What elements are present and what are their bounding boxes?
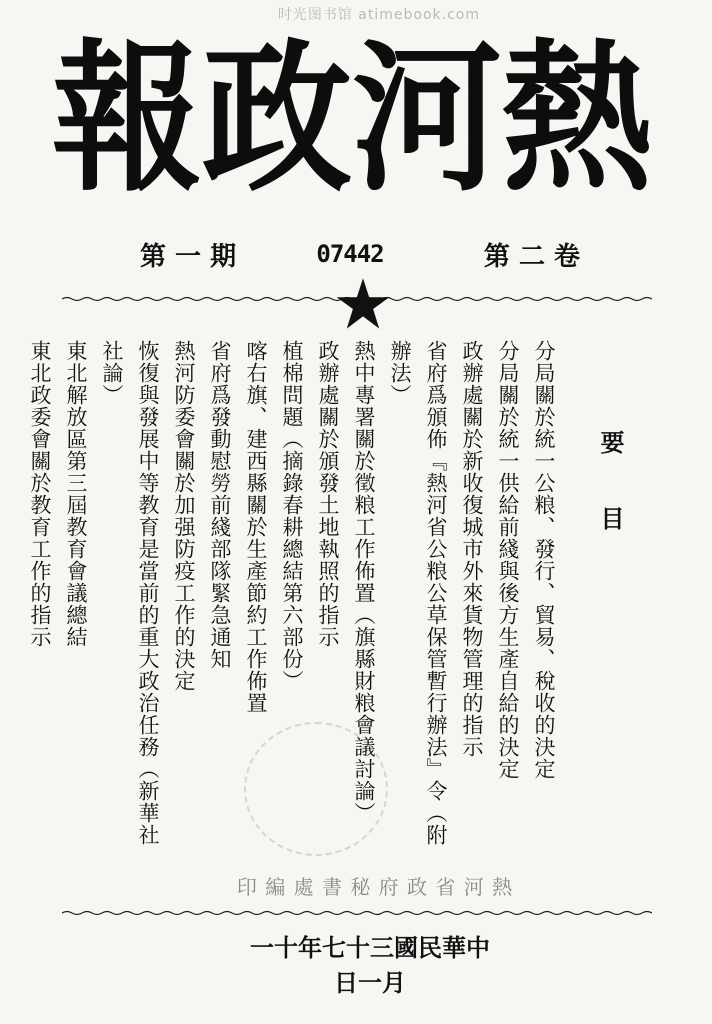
title-char-1: 熱 [501, 26, 652, 214]
title-char-3: 政 [201, 26, 352, 214]
star-emblem-icon [335, 276, 391, 332]
toc-item-8: 喀右旗、建西縣關於生產節約工作佈置 [244, 340, 268, 714]
toc-item-4: 省府爲頒佈『熱河省公粮公草保管暫行辦法』令（附辦法） [388, 340, 448, 846]
masthead-title [51, 20, 652, 220]
toc-item-2: 分局關於統一供給前綫與後方生產自給的決定 [496, 340, 520, 780]
toc-item-11: 恢復與發展中等教育是當前的重大政治任務（新華社社論） [100, 340, 160, 846]
toc-item-1: 分局關於統一公粮、發行、貿易、稅收的決定 [532, 340, 556, 780]
wavy-divider-bottom [62, 910, 652, 916]
toc-item-10: 熱河防委會關於加强防疫工作的決定 [172, 340, 196, 692]
serial-number: 07442 [316, 240, 384, 268]
toc-item-3: 政辦處關於新收復城市外來貨物管理的指示 [460, 340, 484, 758]
toc-item-12: 東北解放區第三屆教育會議總結 [64, 340, 88, 648]
library-stamp [244, 722, 388, 856]
publisher-line: 熱 河 省 政 府 秘 書 處 編 印 [236, 874, 514, 899]
issue-number-label: 第 一 期 [140, 241, 237, 272]
watermark: 时光图书馆 atimebook.com [277, 7, 480, 23]
toc-item-6: 政辦處關於頒發土地執照的指示 [316, 340, 340, 648]
toc-item-7: 植棉問題（摘錄春耕總結第六部份） [280, 340, 304, 692]
publication-date: 中華民國三十七年十一月一日 [250, 933, 490, 997]
contents-header: 要目 [596, 430, 625, 582]
volume-label: 第 二 卷 [483, 241, 580, 272]
title-char-2: 河 [351, 26, 502, 214]
toc-item-9: 省府爲發動慰勞前綫部隊緊急通知 [208, 340, 232, 670]
toc-item-13: 東北政委會關於教育工作的指示 [28, 340, 52, 648]
issue-line [140, 234, 580, 274]
title-char-4: 報 [51, 26, 202, 214]
toc-item-5: 熱中專署關於徵粮工作佈置（旗縣財粮會議討論） [352, 340, 376, 824]
